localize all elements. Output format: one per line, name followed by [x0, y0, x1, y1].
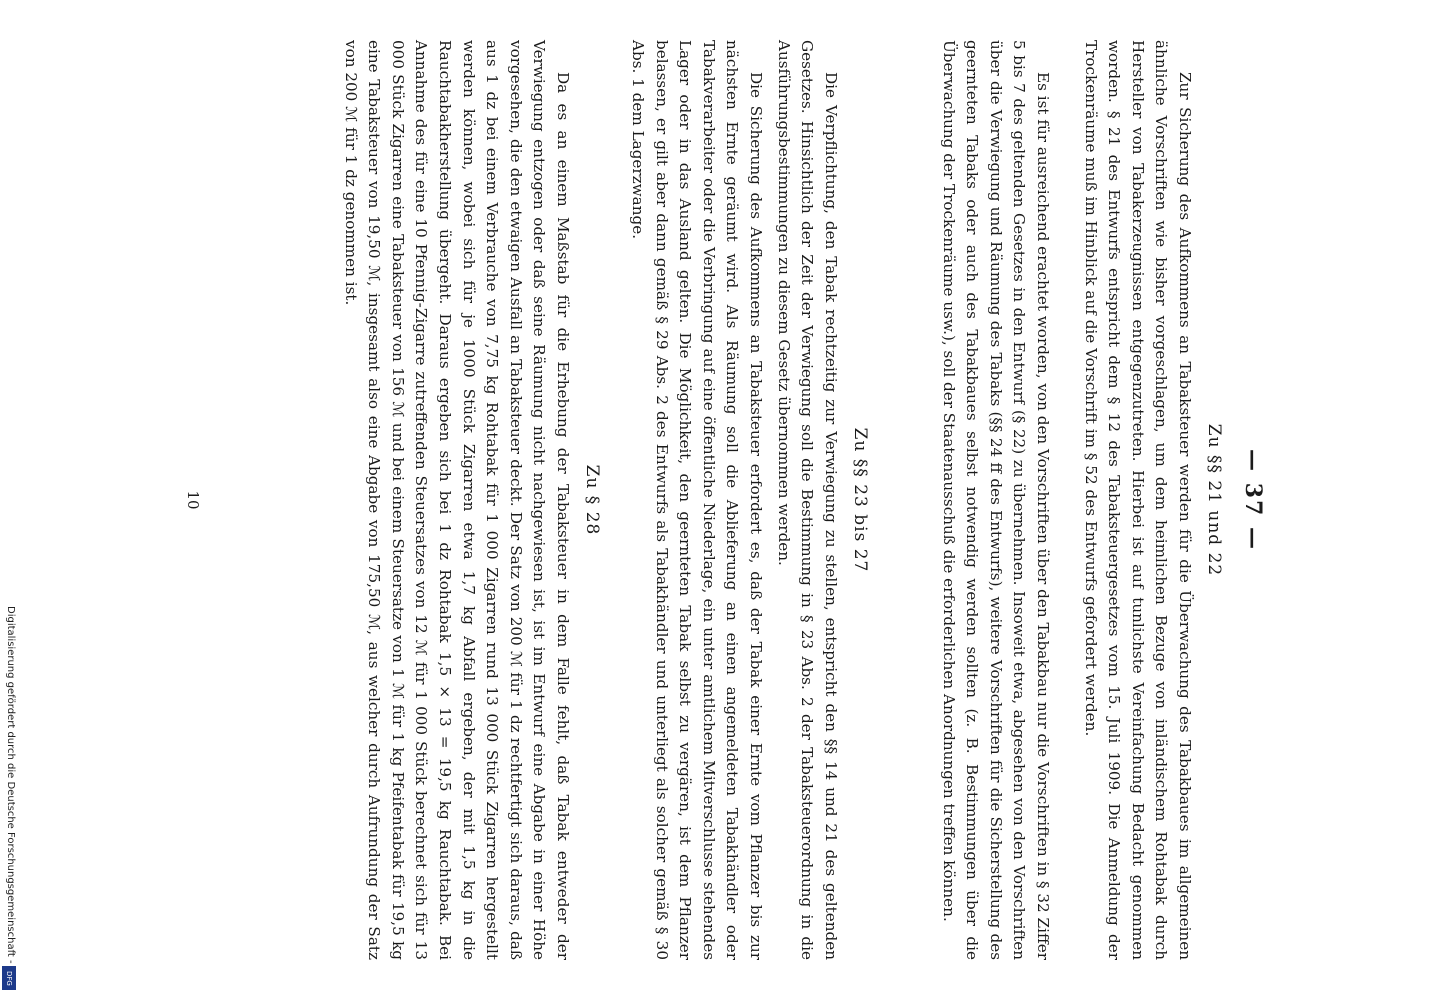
paragraph-1: Zur Sicherung des Aufkommens an Tabaksteuer werden für die Überwachung des Tabakbaues im allgemeinen ähnliche Vorschriften wie bisher vorgeschlagen, um dem heimlichen Bezuge von inländischem Rohtabak durch Hersteller von Tabakerzeugnissen entgegenzutreten. Hierbei ist auf tunlichste Vereinfachung Bedacht genommen worden. § 21 des Entwurfs entspricht dem § 12 des Tabaksteuergesetzes vom 15. Juli 1909. Die Anmeldung der Trockenräume muß im Hinblick auf die Vorschrift im § 52 des Entwurfs gefordert werden.	[1081, 40, 1194, 960]
rotated-document-page	[152, 10, 1282, 990]
section-heading-23-27: Zu §§ 23 bis 27	[850, 427, 870, 573]
page-number-header: — 37 —	[1240, 449, 1266, 551]
paragraph-2: Es ist für ausreichend erachtet worden, von den Vorschriften über den Tabakbau nur die Vorschriften in § 32 Ziffer 5 bis 7 des geltenden Gesetzes in den Entwurf (§ 22) zu übernehmen. Insoweit etwa, abgesehen von den Vorschriften über die Verwiegung und Räumung des Tabaks (§§ 24 ff des Entwurfs), weitere Vorschriften für die Sicherstellung des geernteten Tabaks oder auch des Tabakbaues selbst notwendig werden sollten (z. B. Bestimmungen über die Überwachung der Trockenräume usw.), soll der Staatenausschuß die erforderlichen Anordnungen treffen können.	[939, 40, 1052, 960]
funding-sidebar	[0, 0, 20, 1000]
paragraph-5: Da es an einem Maßstab für die Erhebung der Tabaksteuer in dem Falle fehlt, daß Tabak entweder der Verwiegung entzogen oder daß seine Räumung nicht nachgewiesen ist, ist im Entwurf eine Abgabe in einer Höhe vorgesehen, die den etwaigen Ausfall an Tabaksteuer deckt. Der Satz von 200 ℳ für 1 dz rechtfertigt sich daraus, daß aus 1 dz bei einem Verbrauche von 7,75 kg Rohtabak für 1 000 Zigarren rund 13 000 Stück Zigarren hergestellt werden können, wobei sich für je 1000 Stück Zigarren etwa 1,7 kg Abfall ergeben, der mit 1,5 kg in die Rauchtabakherstellung übergeht. Daraus ergeben sich bei 1 dz Rohtabak 1,5 × 13 = 19,5 kg Rauchtabak. Bei Annahme des für eine 10 Pfennig-Zigarre zutreffenden Steuersatzes von 12 ℳ für 1 000 Stück berechnet sich für 13 000 Stück Zigarren eine Tabaksteuer von 156 ℳ und bei einem Steuersatze von 1 ℳ für 1 kg Pfeifentabak für 19,5 kg eine Tabaksteuer von 19,50 ℳ, insgesamt also eine Abgabe von 175,50 ℳ, aus welcher durch Aufrundung der Satz von 200 ℳ für 1 dz genommen ist.	[341, 40, 572, 960]
section-heading-21-22: Zu §§ 21 und 22	[1204, 423, 1224, 577]
signature-mark: 10	[184, 490, 202, 510]
funding-note: Digitalisierung gefördert durch die Deutsche Forschungsgemeinschaft -	[5, 606, 16, 964]
paragraph-4: Die Sicherung des Aufkommens an Tabaksteuer erfordert es, daß der Tabak einer Ernte vom Pflanzer bis zur nächsten Ernte geräumt wird. Als Räumung soll die Ablieferung an einen angemeldeten Tabakhändler oder Tabakverarbeiter oder die Verbringung auf eine öffentliche Niederlage, ein unter amtlichem Mitverschlusse stehendes Lager oder in das Ausland gelten. Die Möglichkeit, den geernteten Tabak selbst zu vergären, ist dem Pflanzer belassen, er gilt aber dann gemäß § 29 Abs. 2 des Entwurfs als Tabakhändler und unterliegt als solcher gemäß § 30 Abs. 1 dem Lagerzwange.	[629, 40, 765, 960]
dfg-logo: DFG	[2, 966, 16, 990]
section-heading-28: Zu § 28	[582, 464, 602, 536]
paragraph-3: Die Verpflichtung, den Tabak rechtzeitig zur Verwiegung zu stellen, entspricht den §§ 14 und 21 des geltenden Gesetzes. Hinsichtlich der Zeit der Verwiegung soll die Bestimmung in § 23 Abs. 2 der Tabaksteuerordnung in die Ausführungsbestimmungen zu diesem Gesetz übernommen werden.	[774, 40, 840, 960]
